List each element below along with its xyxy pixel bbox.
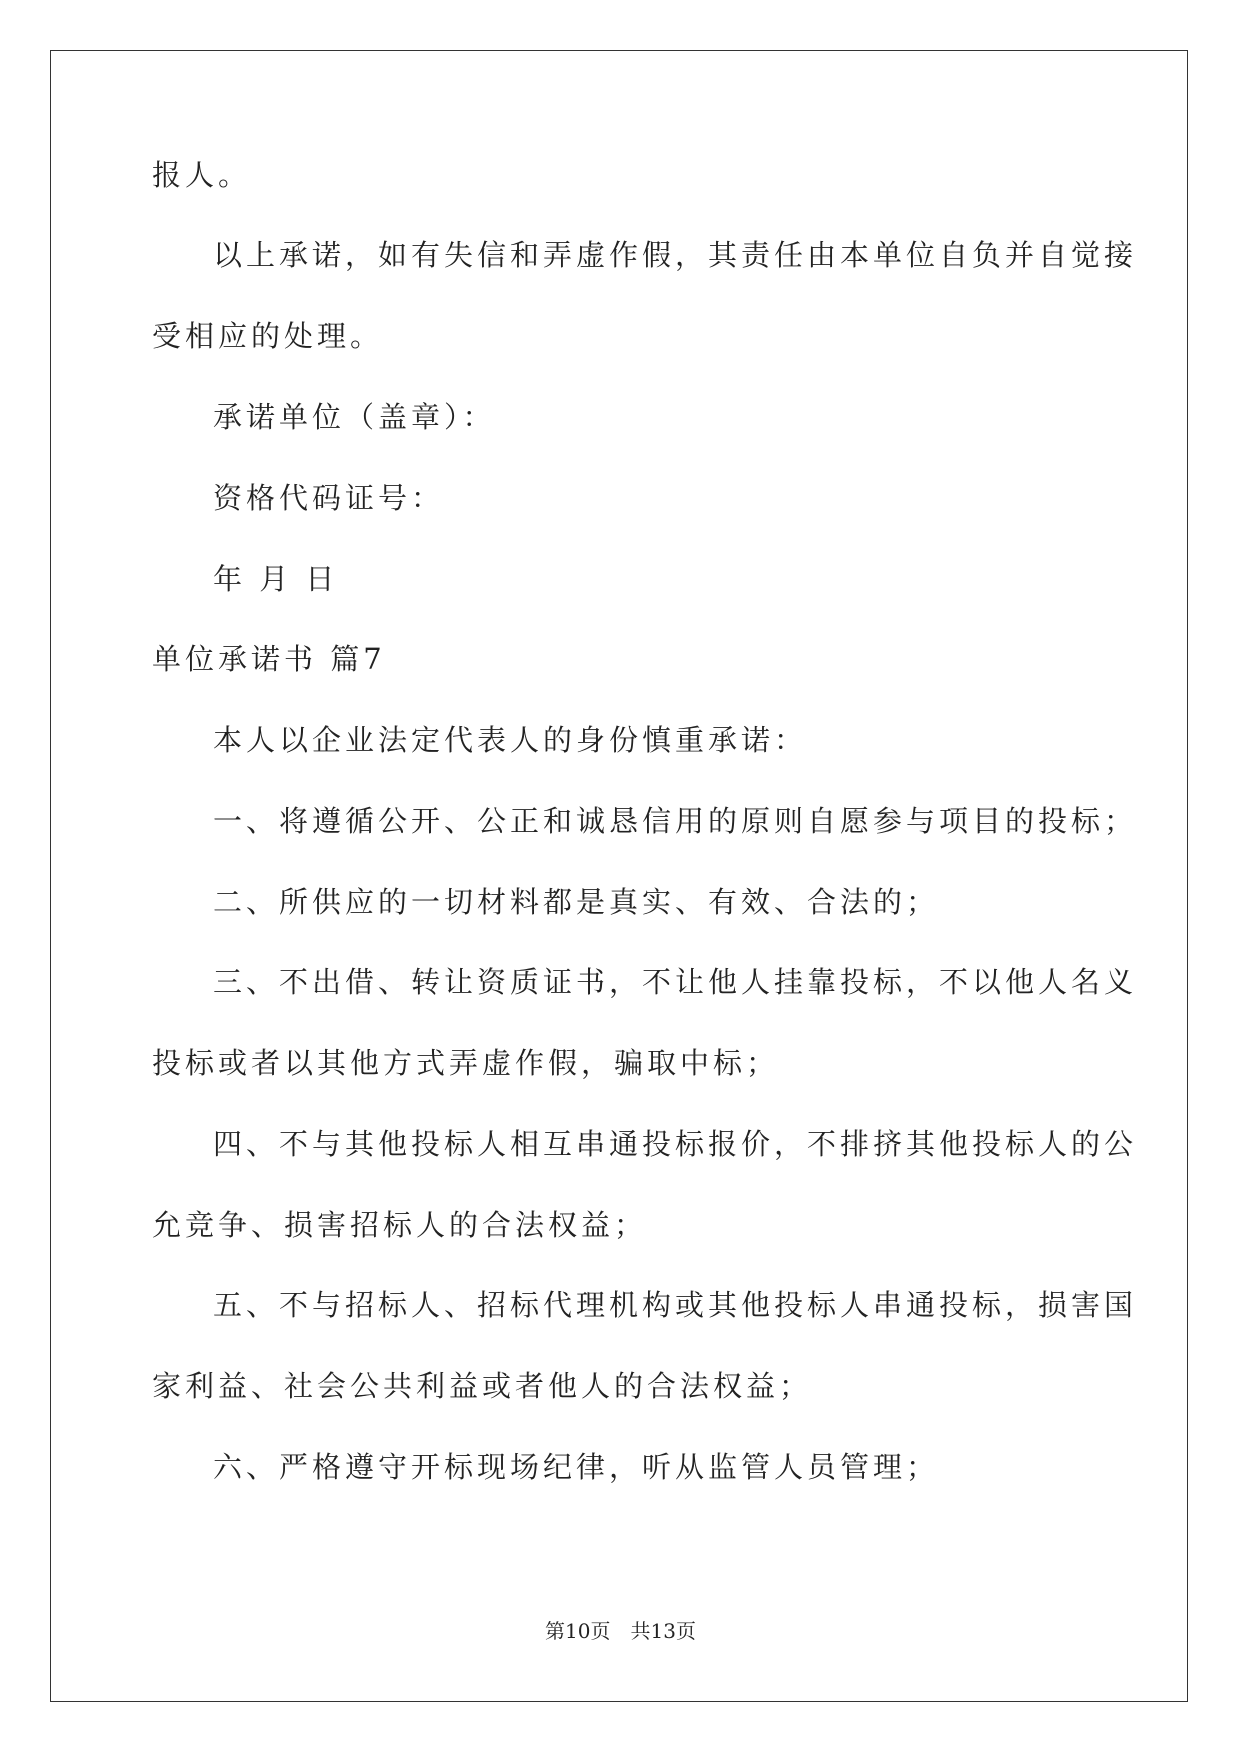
text-line: 承诺单位（盖章）： (213, 400, 496, 434)
text-line: 资格代码证号： (213, 481, 445, 515)
text-line: 一、将遵循公开、公正和诚恳信用的原则自愿参与项目的投标； (213, 804, 1138, 838)
section-heading: 单位承诺书 篇7 (152, 642, 386, 676)
text-line: 受相应的处理。 (152, 319, 384, 353)
text-line: 投标或者以其他方式弄虚作假，骗取中标； (152, 1046, 780, 1080)
text-line: 以上承诺，如有失信和弄虚作假，其责任由本单位自负并自觉接 (213, 238, 1138, 272)
text-line: 二、所供应的一切材料都是真实、有效、合法的； (213, 885, 940, 919)
text-line: 家利益、社会公共利益或者他人的合法权益； (152, 1369, 813, 1403)
text-line: 允竞争、损害招标人的合法权益； (152, 1208, 648, 1242)
text-line: 六、严格遵守开标现场纪律，听从监管人员管理； (213, 1450, 940, 1484)
text-line: 报人。 (152, 158, 252, 192)
text-line: 四、不与其他投标人相互串通投标报价，不排挤其他投标人的公 (213, 1127, 1138, 1161)
text-line: 年 月 日 (213, 562, 339, 596)
text-line: 三、不出借、转让资质证书，不让他人挂靠投标，不以他人名义 (213, 965, 1138, 999)
page-number-footer: 第10页 共13页 (545, 1619, 696, 1643)
text-line: 本人以企业法定代表人的身份慎重承诺： (213, 723, 808, 757)
text-line: 五、不与招标人、招标代理机构或其他投标人串通投标，损害国 (213, 1288, 1138, 1322)
